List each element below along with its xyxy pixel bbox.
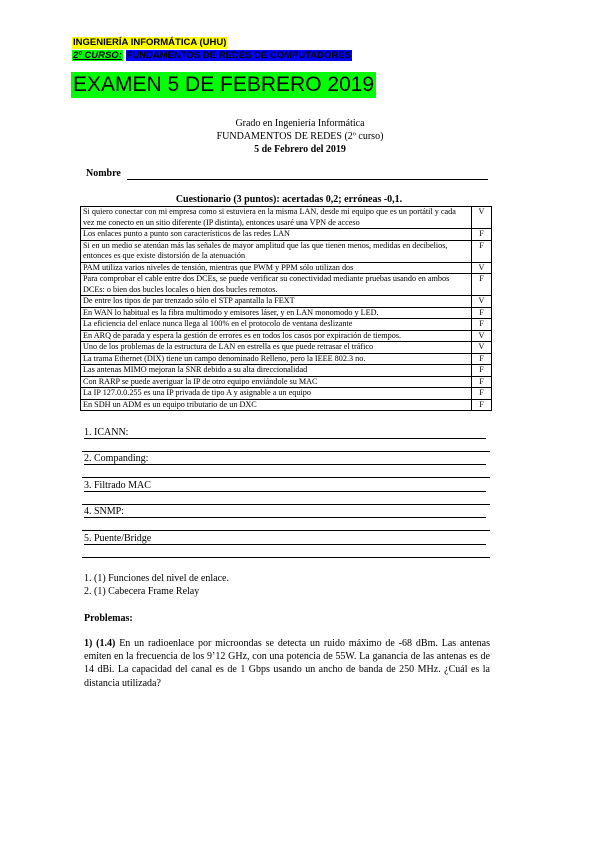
quiz-answer[interactable]: F bbox=[472, 307, 492, 319]
quiz-answer[interactable]: F bbox=[472, 353, 492, 365]
quiz-question: De entre los tipos de par trenzado sólo el STP apantalla la FEXT bbox=[81, 296, 472, 308]
answer-line bbox=[84, 438, 486, 439]
quiz-question: En WAN lo habitual es la fibra multimodo y emisores láser, y en LAN monomodo y LED. bbox=[81, 307, 472, 319]
quiz-row bbox=[81, 330, 492, 342]
quiz-table bbox=[80, 206, 492, 411]
quiz-answer[interactable]: F bbox=[472, 399, 492, 411]
quiz-answer[interactable]: V bbox=[472, 330, 492, 342]
quiz-row bbox=[81, 399, 492, 411]
quiz-question: Las antenas MIMO mejoran la SNR debido a su alta direccionalidad bbox=[81, 365, 472, 377]
quiz-question: En ARQ de parada y espera la gestión de errores es en todos los casos por expiración de tiempos. bbox=[81, 330, 472, 342]
quiz-question: Con RARP se puede averiguar la IP de otro equipo enviándole su MAC bbox=[81, 376, 472, 388]
quiz-question: La eficiencia del enlace nunca llega al 100% en el protocolo de ventana deslizante bbox=[81, 319, 472, 331]
quiz-question: Si quiero conectar con mi empresa como si estuviera en la misma LAN, desde mi equipo que es un portátil y cada vez me conecto en un sitio diferente (IP distinta), entonces usaré una VPN de acceso bbox=[81, 207, 472, 229]
quiz-row bbox=[81, 307, 492, 319]
quiz-row bbox=[81, 296, 492, 308]
subject-label: FUNDAMENTOS DE REDES DE COMPUTADORES bbox=[126, 50, 352, 61]
quiz-row bbox=[81, 229, 492, 241]
quiz-row bbox=[81, 274, 492, 296]
short-question-label: 4. SNMP: bbox=[84, 506, 125, 517]
answer-line bbox=[82, 530, 490, 531]
problems-heading: Problemas: bbox=[84, 613, 133, 624]
quiz-answer[interactable]: F bbox=[472, 365, 492, 377]
answer-line bbox=[84, 517, 486, 518]
answer-line bbox=[82, 451, 490, 452]
quiz-row bbox=[81, 376, 492, 388]
quiz-question: Los enlaces punto a punto son característicos de las redes LAN bbox=[81, 229, 472, 241]
quiz-question: La IP 127.0.0.255 es una IP privada de tipo A y asignable a un equipo bbox=[81, 388, 472, 400]
problem-1 bbox=[84, 637, 490, 690]
quiz-question: Para comprobar el cable entre dos DCEs, se puede verificar su conectividad mediante pruebas usando en ambos DCEs: o bien dos bucles locales o bien dos bucles remotos. bbox=[81, 274, 472, 296]
degree-line: Grado en Ingeniería Informática bbox=[235, 118, 365, 129]
quiz-row bbox=[81, 319, 492, 331]
quiz-answer[interactable]: F bbox=[472, 240, 492, 262]
quiz-question: En SDH un ADM es un equipo tributario de un DXC bbox=[81, 399, 472, 411]
university-heading: INGENIERÍA INFORMÁTICA (UHU) bbox=[73, 37, 227, 48]
quiz-answer[interactable]: V bbox=[472, 207, 492, 229]
theory-question-2: 2. (1) Cabecera Frame Relay bbox=[84, 586, 200, 597]
answer-line bbox=[84, 491, 486, 492]
quiz-row bbox=[81, 240, 492, 262]
course-heading bbox=[72, 50, 352, 62]
problem-1-label: 1) (1.4) bbox=[84, 638, 116, 649]
answer-line bbox=[82, 504, 490, 505]
theory-question-1: 1. (1) Funciones del nivel de enlace. bbox=[84, 573, 229, 584]
answer-line bbox=[84, 544, 486, 545]
quiz-answer[interactable]: F bbox=[472, 376, 492, 388]
quiz-answer[interactable]: F bbox=[472, 319, 492, 331]
short-question-bridge[interactable] bbox=[84, 533, 486, 547]
short-question-companding[interactable] bbox=[84, 453, 486, 467]
quiz-answer[interactable]: F bbox=[472, 388, 492, 400]
quiz-question: La trama Ethernet (DIX) tiene un campo denominado Relleno, pero la IEEE 802.3 no. bbox=[81, 353, 472, 365]
short-question-label: 1. ICANN: bbox=[84, 427, 129, 438]
short-question-mac-filter[interactable] bbox=[84, 480, 486, 494]
quiz-title: Cuestionario (3 puntos): acertadas 0,2; erróneas -0,1. bbox=[175, 194, 403, 205]
quiz-question: PAM utiliza varios niveles de tensión, mientras que PWM y PPM sólo utilizan dos bbox=[81, 262, 472, 274]
quiz-row bbox=[81, 262, 492, 274]
quiz-answer[interactable]: V bbox=[472, 262, 492, 274]
course-label: 2º CURSO: bbox=[73, 50, 122, 61]
answer-line bbox=[82, 477, 490, 478]
quiz-row bbox=[81, 207, 492, 229]
short-question-label: 3. Filtrado MAC bbox=[84, 480, 151, 491]
short-question-icann[interactable] bbox=[84, 427, 486, 441]
quiz-row bbox=[81, 342, 492, 354]
name-underline bbox=[127, 179, 488, 180]
quiz-answer[interactable]: F bbox=[472, 274, 492, 296]
exam-title: EXAMEN 5 DE FEBRERO 2019 bbox=[73, 73, 375, 96]
short-question-label: 2. Companding: bbox=[84, 453, 149, 464]
course-line: FUNDAMENTOS DE REDES (2º curso) bbox=[216, 131, 384, 142]
name-field[interactable] bbox=[86, 168, 488, 181]
short-question-snmp[interactable] bbox=[84, 506, 486, 520]
quiz-row bbox=[81, 388, 492, 400]
quiz-question: Uno de los problemas de la estructura de LAN en estrella es que puede retrasar el tráfico bbox=[81, 342, 472, 354]
answer-line bbox=[84, 464, 486, 465]
name-label: Nombre bbox=[86, 168, 121, 179]
quiz-answer[interactable]: F bbox=[472, 229, 492, 241]
quiz-row bbox=[81, 353, 492, 365]
date-line: 5 de Febrero del 2019 bbox=[254, 144, 346, 155]
quiz-answer[interactable]: V bbox=[472, 342, 492, 354]
problem-1-text: En un radioenlace por microondas se detecta un ruido máximo de -68 dBm. Las antenas emiten en la frecuencia de los 9’12 GHz, con una potencia de 55W. La ganancia de las antenas es de 14 dBi. La capacidad del canal es de 1 Gbps usando un ancho de banda de 250 MHz. ¿Cuál es la distancia utilizada? bbox=[84, 638, 490, 689]
answer-line bbox=[82, 557, 490, 558]
short-question-label: 5. Puente/Bridge bbox=[84, 533, 152, 544]
quiz-row bbox=[81, 365, 492, 377]
quiz-answer[interactable]: V bbox=[472, 296, 492, 308]
quiz-question: Si en un medio se atenúan más las señales de mayor amplitud que las que tienen menos, medidas en decibelios, entonces es que existe distorsión de la atenuación bbox=[81, 240, 472, 262]
